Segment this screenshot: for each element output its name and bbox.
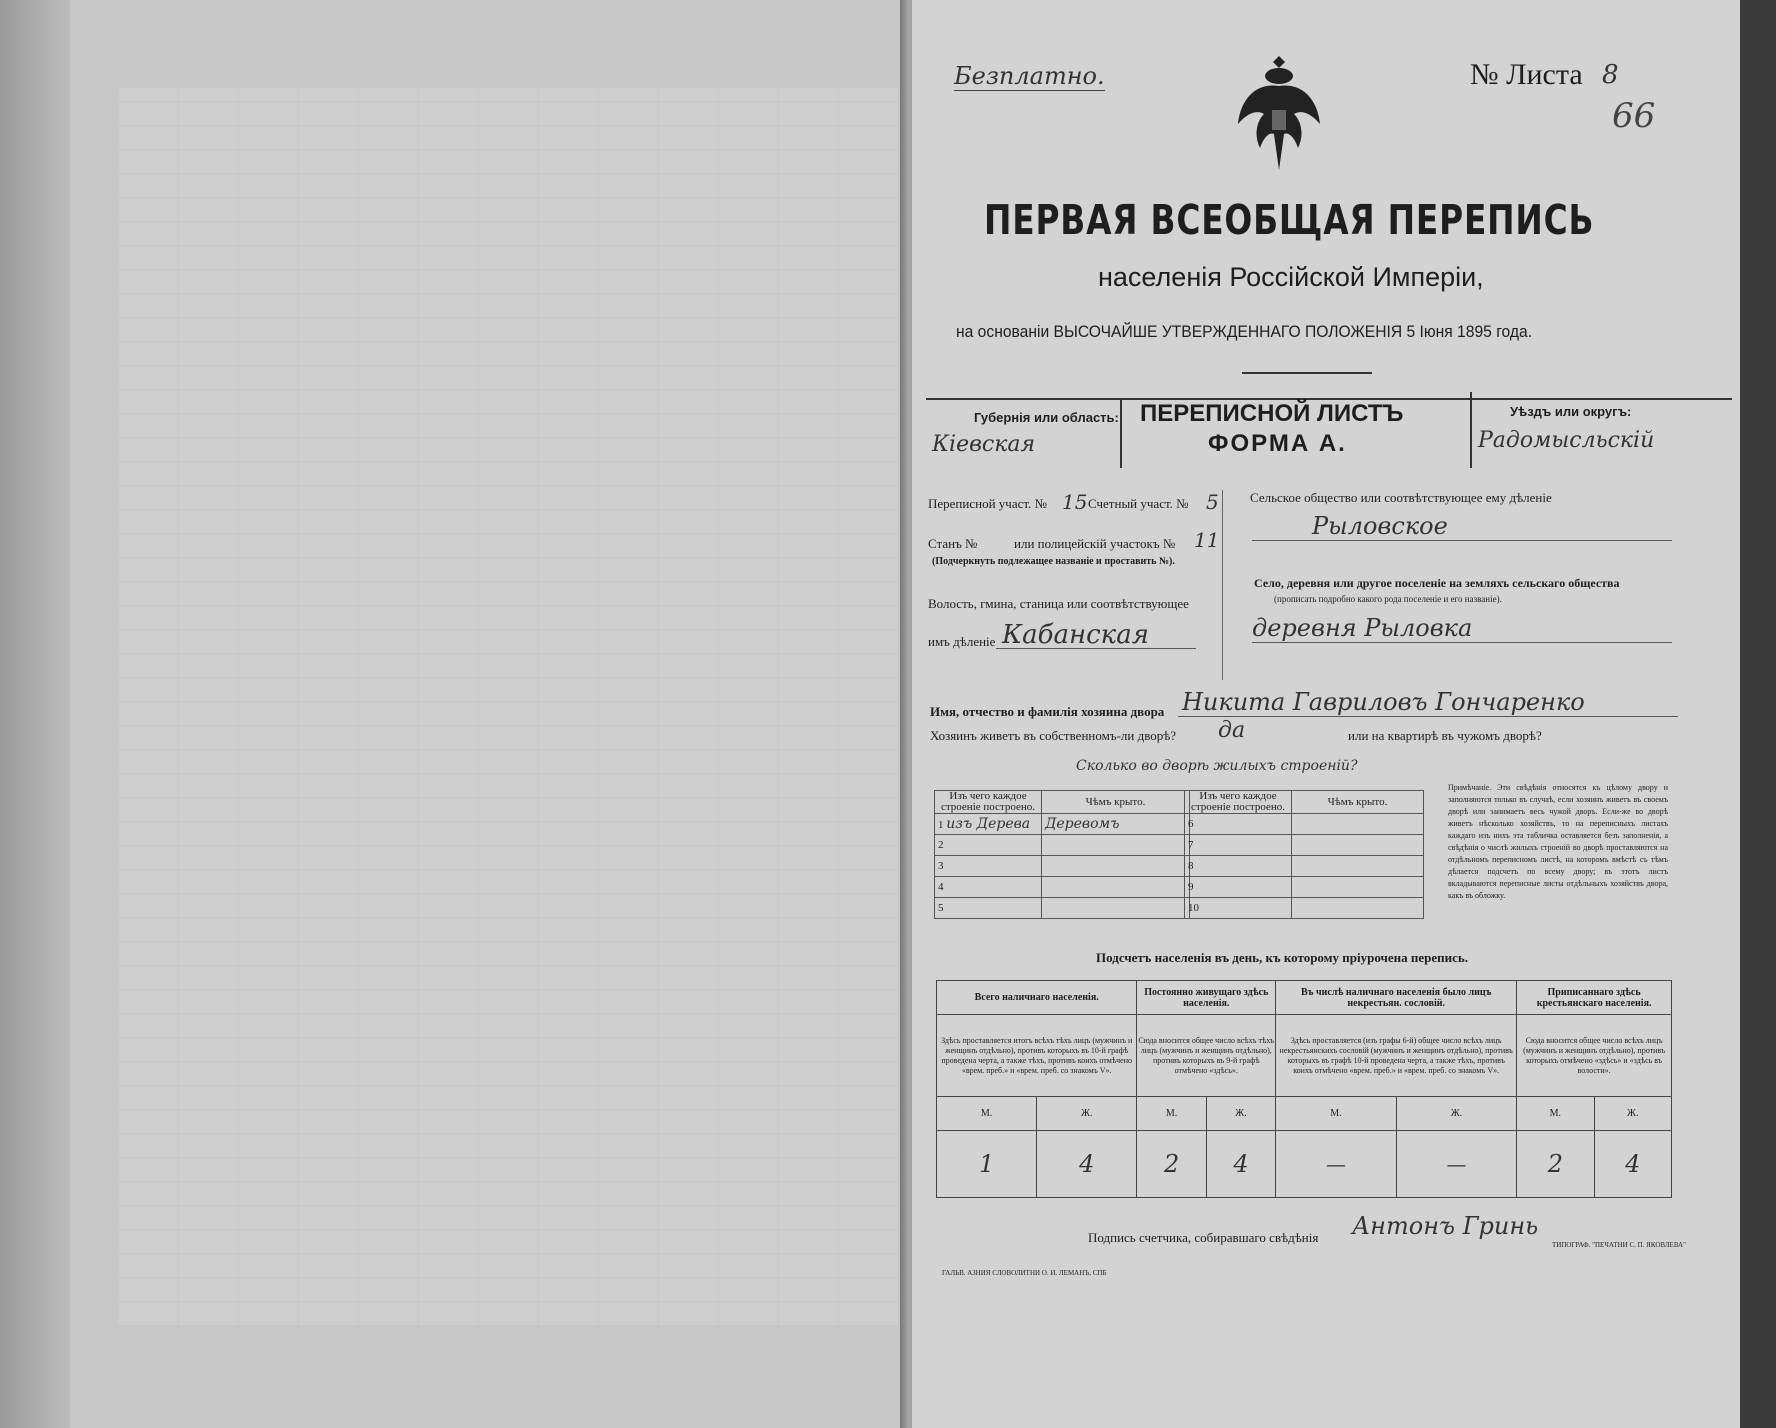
population-title: Подсчетъ населенія въ день, къ которому пріурочена перепись. — [1096, 950, 1468, 965]
pop-desc: Сюда вносится общее число всѣхъ лицъ (мужчинъ и женщинъ отдѣльно), противъ которыхъ отмѣчено «здѣсь» и «здѣсь въ волости». — [1517, 1015, 1672, 1096]
society-label: Сельское общество или соотвѣтствующее ему дѣленіе — [1250, 490, 1552, 505]
table-row — [935, 898, 1190, 919]
count-area-value: 5 — [1206, 490, 1219, 514]
table-row: 7 — [1185, 835, 1424, 856]
note-text: Примѣчаніе. Эти свѣдѣнія относятся къ цѣлому двору и заполняются только въ случаѣ, если хозяинъ живетъ въ своемъ дворѣ или занимаетъ весь чужой дворъ. Если-же во дворѣ живетъ нѣсколько хозяйствъ, то на переписныхъ листахъ каждаго изъ нихъ эта табличка оставляется безъ заполненія, а свѣдѣнія о числѣ жилыхъ строеній во дворѣ проставляются на отдѣльномъ переписномъ листѣ, на которомъ вмѣстѣ съ тѣмъ дѣлается подсчетъ по всему двору; въ этотъ листъ вкладываются переписные листы отдѣльныхъ хозяйствъ двора, какъ въ обложку. — [1448, 783, 1668, 900]
volost-label-2: имъ дѣленіе — [928, 634, 996, 649]
population-table: Всего наличнаго населенія. Постоянно живущаго здѣсь населенія. Въ числѣ наличнаго населенія было лицъ некрестьян. сословій. Приписаннаго здѣсь крестьянскаго населенія. Здѣсь проставляется итогъ всѣхъ тѣхъ лицъ (мужчинъ и женщинъ отдѣльно), противъ которыхъ въ 10-й графѣ проведена черта, а также тѣхъ, противъ коихъ отмѣчено «врем. преб.» и «врем. преб. со знакомъ V». Сюда вносится общее число всѣхъ тѣхъ лицъ (мужчинъ и женщинъ отдѣльно), противъ которыхъ въ 9-й графѣ отмѣчено «здѣсь». Здѣсь проставляется (изъ графы 6-й) общее число всѣхъ лицъ некрестьянскихъ сословій (мужчинъ и женщинъ отдѣльно), противъ которыхъ въ графѣ 10-й проведена черта, а также тѣхъ, противъ коихъ отмѣчено «врем. преб.» и «врем. преб. со знакомъ V». Сюда вносится общее число всѣхъ лицъ (мужчинъ и женщинъ отдѣльно), противъ которыхъ отмѣчено «здѣсь» и «здѣсь въ волости». М. Ж. М. Ж. М. Ж. М. Ж. 1 4 2 4 — — 2 4 — [936, 980, 1672, 1198]
uezd-label: Уѣздъ или округъ: — [1510, 404, 1632, 419]
uezd-value: Радомысльскій — [1478, 428, 1655, 453]
pop-value: — — [1276, 1131, 1396, 1198]
table-row: 8 — [1185, 856, 1424, 877]
volost-value: Кабанская — [1002, 620, 1149, 650]
printer-left: ГАЛЬВ. АЗНИЯ СЛОВОЛИТНИ О. И. ЛЕМАНЪ, СПБ — [942, 1269, 1107, 1277]
police-label: или полицейскій участокъ № — [1014, 536, 1176, 551]
row-number: 3 — [938, 860, 944, 872]
count-area-label: Счетный участ. № — [1088, 496, 1189, 511]
table-row — [935, 814, 1190, 835]
sheet-title: ПЕРЕПИСНОЙ ЛИСТЪ — [1140, 400, 1404, 427]
owner-name-label: Имя, отчество и фамилія хозяина двора — [930, 704, 1165, 719]
census-basis: на основаніи ВЫСОЧАЙШЕ УТВЕРЖДЕННАГО ПОЛОЖЕНІЯ 5 Іюня 1895 года. — [956, 322, 1533, 341]
form-name: ФОРМА А. — [1208, 430, 1347, 457]
pop-value: 1 — [937, 1131, 1037, 1198]
census-area-label: Переписной участ. № — [928, 496, 1047, 511]
table-row — [935, 877, 1190, 898]
stamp-number: 66 — [1612, 96, 1656, 136]
table-row — [935, 856, 1190, 877]
pop-desc: Здѣсь проставляется итогъ всѣхъ тѣхъ лицъ (мужчинъ и женщинъ отдѣльно), противъ которыхъ въ 10-й графѣ проведена черта, а также тѣхъ, противъ коихъ отмѣчено «врем. преб.» и «врем. преб. со знакомъ V». — [937, 1015, 1137, 1096]
gubernia-label: Губернія или область: — [974, 410, 1119, 425]
imperial-eagle-icon — [1234, 52, 1324, 182]
village-label: Село, деревня или другое поселеніе на земляхъ сельскаго общества — [1254, 576, 1620, 590]
free-label: Безплатно. — [954, 62, 1105, 90]
housing-col-roof: Чѣмъ крыто. — [1292, 791, 1424, 814]
housing-col-roof: Чѣмъ крыто. — [1042, 791, 1190, 814]
row-number: 4 — [938, 881, 944, 893]
row-number: 5 — [938, 902, 944, 914]
table-row: 9 — [1185, 877, 1424, 898]
own-yard-label: Хозяинъ живетъ въ собственномъ-ли дворѣ? — [930, 728, 1177, 743]
pop-value: 4 — [1037, 1131, 1137, 1198]
sheet-number-value: 8 — [1602, 60, 1619, 90]
table-row — [935, 835, 1190, 856]
stan-note: (Подчеркнуть подлежащее названіе и проставить №). — [932, 556, 1175, 567]
row-number: 2 — [938, 839, 944, 851]
volost-label: Волость, гмина, станица или соотвѣтствующее — [928, 596, 1189, 611]
housing-col-built: Изъ чего каждое строеніе построено. — [935, 791, 1042, 814]
pop-col-peasant: Приписаннаго здѣсь крестьянскаго населенія. — [1517, 981, 1672, 1015]
other-yard-label: или на квартирѣ въ чужомъ дворѣ? — [1348, 728, 1542, 743]
police-value: 11 — [1194, 528, 1220, 552]
buildings-label: Сколько во дворѣ жилыхъ строеній? — [1076, 758, 1358, 774]
roof-value: Деревомъ — [1042, 814, 1190, 835]
blank-sheet — [118, 88, 898, 1326]
pop-value: 2 — [1517, 1131, 1594, 1198]
pop-value: — — [1396, 1131, 1517, 1198]
sheet-number-label: № Листа — [1470, 58, 1583, 91]
census-area-value: 15 — [1062, 490, 1088, 514]
pop-desc: Сюда вносится общее число всѣхъ тѣхъ лицъ (мужчинъ и женщинъ отдѣльно), противъ которыхъ въ 9-й графѣ отмѣчено «здѣсь». — [1137, 1015, 1276, 1096]
signature-label: Подпись счетчика, собиравшаго свѣдѣнія — [1088, 1230, 1319, 1245]
stan-label: Станъ № — [928, 536, 978, 551]
pop-desc: Здѣсь проставляется (изъ графы 6-й) общее число всѣхъ лицъ некрестьянскихъ сословій (мужчинъ и женщинъ отдѣльно), противъ которыхъ въ графѣ 10-й проведена черта, а также тѣхъ, противъ коихъ отмѣчено «врем. преб.» и «врем. преб. со знакомъ V». — [1276, 1015, 1517, 1096]
gubernia-value: Кіевская — [932, 432, 1036, 457]
pop-col-nonpeasant: Въ числѣ наличнаго населенія было лицъ некрестьян. сословій. — [1276, 981, 1517, 1015]
signature-value: Антонъ Гринь — [1352, 1212, 1539, 1240]
housing-table-left — [934, 790, 1190, 919]
row-number: 1 — [938, 819, 944, 831]
census-form-page — [912, 0, 1748, 1428]
pop-col-permanent: Постоянно живущаго здѣсь населенія. — [1137, 981, 1276, 1015]
pop-value: 4 — [1206, 1131, 1275, 1198]
society-value: Рыловское — [1312, 512, 1448, 540]
census-subtitle: населенія Россійской Имперіи, — [1098, 262, 1484, 292]
housing-col-built: Изъ чего каждое строеніе построено. — [1185, 791, 1292, 814]
table-row: 10 — [1185, 898, 1424, 919]
right-page-edge — [1740, 0, 1776, 1428]
built-value: изъ Дерева — [946, 816, 1031, 832]
pop-value: 4 — [1594, 1131, 1671, 1198]
ornament-divider — [1242, 372, 1372, 374]
own-yard-value: да — [1218, 718, 1246, 743]
village-note: (прописать подробно какого рода поселеніе и его названіе). — [1274, 594, 1502, 604]
page-stack-edge — [0, 0, 70, 1428]
census-title: ПЕРВАЯ ВСЕОБЩАЯ ПЕРЕПИСЬ — [984, 196, 1595, 244]
printer-right: ТИПОГРАФ. "ПЕЧАТНИ С. П. ЯКОВЛЕВА" — [1552, 1241, 1686, 1249]
housing-table-right — [1184, 790, 1424, 919]
village-value: деревня Рыловка — [1252, 614, 1473, 642]
pop-col-total: Всего наличнаго населенія. — [937, 981, 1137, 1015]
owner-name-value: Никита Гавриловъ Гончаренко — [1182, 688, 1585, 716]
pop-value: 2 — [1137, 1131, 1206, 1198]
table-row: 6 — [1185, 814, 1424, 835]
